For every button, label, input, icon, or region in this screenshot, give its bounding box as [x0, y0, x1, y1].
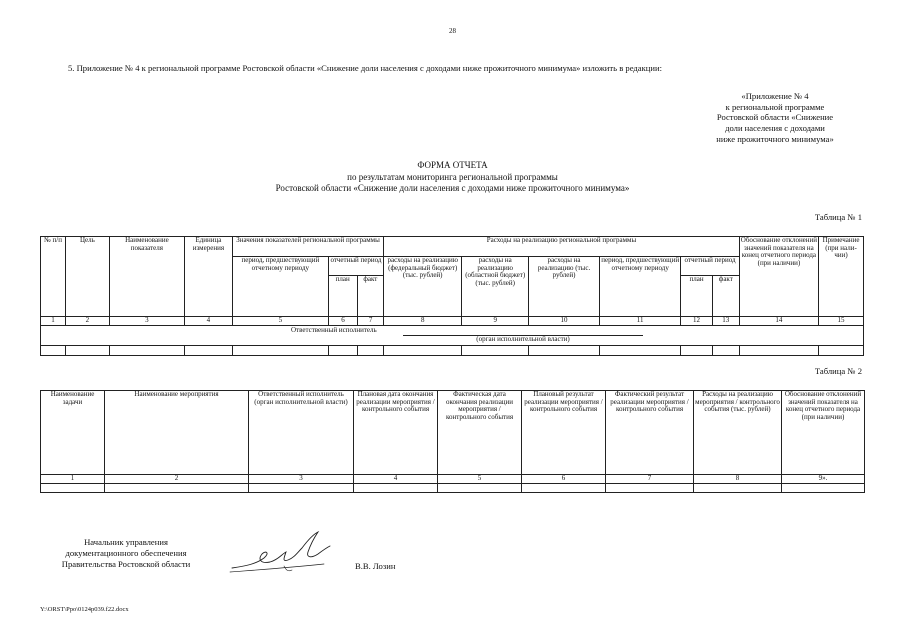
t1-responsible-caption: (орган исполнительной власти)	[476, 335, 570, 343]
t2-colnum: 6	[522, 475, 606, 484]
t2-header-planned-date: Плановая дата окончания реализации мероприятия / контрольного события	[354, 391, 438, 475]
t1-header-justification: Обоснование отклонений значений показателя на конец отчетного периода (при наличии)	[739, 237, 818, 317]
table1-label: Таблица № 1	[814, 212, 862, 222]
t1-colnum: 3	[109, 317, 184, 326]
signature-position	[40, 537, 212, 571]
t2-empty-cell	[522, 484, 606, 493]
t1-responsible-row	[41, 326, 864, 346]
t1-header-expenses-group: Расходы на реализацию региональной программы	[384, 237, 740, 257]
t2-empty-cell	[438, 484, 522, 493]
t1-empty-cell	[529, 346, 600, 356]
t1-responsible-label: Ответственный исполнитель	[291, 326, 377, 334]
t1-header-num: № п/п	[41, 237, 66, 317]
appendix-ref-line: доли населения с доходами	[725, 123, 825, 134]
t1-header-exp-total: расходы на реализацию (тыс. рублей)	[529, 257, 600, 317]
t2-colnum: 7	[606, 475, 694, 484]
t1-empty-cell	[681, 346, 712, 356]
t1-colnum: 13	[712, 317, 739, 326]
t1-header-unit: Единица измерения	[184, 237, 232, 317]
t1-header-values-group: Значения показателей региональной программы	[232, 237, 383, 257]
t2-empty-cell	[606, 484, 694, 493]
appendix-ref-line: к региональной программе	[725, 101, 825, 112]
t1-colnum: 7	[358, 317, 384, 326]
t1-colnum: 4	[184, 317, 232, 326]
t1-colnum: 2	[66, 317, 110, 326]
signature-position-line: Начальник управления	[84, 537, 168, 547]
t2-colnum: 1	[41, 475, 105, 484]
t2-header-actual-date: Фактическая дата окончания реализации мероприятия / контрольного события	[438, 391, 522, 475]
t2-header-responsible: Ответственный исполнитель (орган исполнительной власти)	[249, 391, 354, 475]
t1-colnum: 12	[681, 317, 712, 326]
table1	[40, 236, 864, 356]
t1-empty-cell	[600, 346, 681, 356]
t1-empty-cell	[712, 346, 739, 356]
t1-report-period-label: отчетный период	[329, 257, 383, 276]
t1-colnum: 6	[328, 317, 357, 326]
signature-position-line: Правительства Ростовской области	[61, 559, 191, 570]
t1-header-exp-federal: расходы на реализацию (федеральный бюджет) (тыс. рублей)	[384, 257, 462, 317]
t1-header-fact: факт	[363, 275, 378, 283]
form-subtitle: Ростовской области «Снижение доли населения с доходами ниже прожиточного минимума»	[275, 183, 630, 194]
t1-header-indicator: Наименование показателя	[109, 237, 184, 317]
t1-empty-row	[41, 346, 864, 356]
appendix-ref-line: Ростовской области «Снижение	[716, 112, 834, 123]
t1-empty-cell	[358, 346, 384, 356]
t2-empty-cell	[249, 484, 354, 493]
t2-empty-cell	[782, 484, 865, 493]
t2-colnum: 4	[354, 475, 438, 484]
t1-header-goal: Цель	[66, 237, 110, 317]
t1-colnum: 9	[462, 317, 529, 326]
t2-empty-row	[41, 484, 865, 493]
t1-empty-cell	[384, 346, 462, 356]
t1-empty-cell	[184, 346, 232, 356]
t2-empty-cell	[41, 484, 105, 493]
t1-header-report-period	[328, 257, 383, 317]
signature-position-line: документационного обеспечения	[65, 548, 187, 559]
signature-name: В.В. Лозин	[355, 561, 396, 571]
t2-empty-cell	[354, 484, 438, 493]
t1-header-prev-period: период, предшествующий отчетному периоду	[232, 257, 328, 317]
t1-empty-cell	[232, 346, 328, 356]
t1-empty-cell	[41, 346, 66, 356]
t1-header-exp-report-period	[681, 257, 739, 317]
t1-header-plan: план	[329, 276, 358, 316]
t2-header-planned-result: Плановый результат реализации мероприятия / контрольного события	[522, 391, 606, 475]
t1-responsible-cell	[41, 326, 864, 346]
appendix-ref-line: «Приложение № 4	[741, 91, 809, 101]
t1-colnum: 1	[41, 317, 66, 326]
t1-empty-cell	[66, 346, 110, 356]
handwritten-signature	[226, 528, 341, 580]
t1-empty-cell	[462, 346, 529, 356]
form-title-block	[200, 160, 705, 195]
page-number: 28	[449, 27, 456, 35]
t2-header-task: Наименование задачи	[41, 391, 105, 475]
t1-exp-report-period-label: отчетный период	[681, 257, 738, 276]
file-path: Y:\ORST\Ppo\0124p039.f22.docx	[40, 606, 129, 613]
table2-label: Таблица № 2	[814, 366, 862, 376]
form-title: ФОРМА ОТЧЕТА	[417, 160, 488, 170]
t2-header-activity: Наименование мероприятия	[105, 391, 249, 475]
appendix-ref-line: ниже прожиточного минимума»	[716, 133, 834, 144]
t2-header-actual-result: Фактический результат реализации мероприятия / контрольного события	[606, 391, 694, 475]
t1-colnum: 8	[384, 317, 462, 326]
t2-colnum: 2	[105, 475, 249, 484]
t1-header-note: Примечание (при нали-чии)	[819, 237, 864, 317]
t1-header-exp-regional: расходы на реализацию (областной бюджет) (тыс. рублей)	[462, 257, 529, 317]
t2-colnum: 8	[694, 475, 782, 484]
t1-header-exp-plan: план	[681, 276, 712, 316]
t2-colnum: 5	[438, 475, 522, 484]
t1-empty-cell	[109, 346, 184, 356]
t1-empty-cell	[328, 346, 357, 356]
t1-colnum: 14	[739, 317, 818, 326]
t1-header-exp-prev-period: период, предшествующий отчетному периоду	[600, 257, 681, 317]
t2-colnum: 3	[249, 475, 354, 484]
t2-header-expenses: Расходы на реализацию мероприятия / контрольного события (тыс. рублей)	[694, 391, 782, 475]
t1-header-exp-fact: факт	[718, 275, 733, 283]
t2-column-numbers-row	[41, 475, 865, 484]
t2-empty-cell	[694, 484, 782, 493]
t2-colnum: 9».	[782, 475, 865, 484]
t1-empty-cell	[819, 346, 864, 356]
t1-colnum: 5	[232, 317, 328, 326]
t1-colnum: 15	[819, 317, 864, 326]
form-subtitle: по результатам мониторинга региональной программы	[347, 171, 558, 182]
t1-column-numbers-row	[41, 317, 864, 326]
t2-empty-cell	[105, 484, 249, 493]
t1-colnum: 11	[600, 317, 681, 326]
t1-empty-cell	[739, 346, 818, 356]
t2-header-justification: Обоснование отклонений значений показателя на конец отчетного периода (при наличии)	[782, 391, 865, 475]
intro-line: 5. Приложение № 4 к региональной программе Ростовской области «Снижение доли населения с доходами ниже прожиточного минимума» изложить в редакции:	[68, 63, 662, 73]
appendix-reference	[690, 91, 860, 145]
t1-colnum: 10	[529, 317, 600, 326]
table2	[40, 390, 865, 493]
